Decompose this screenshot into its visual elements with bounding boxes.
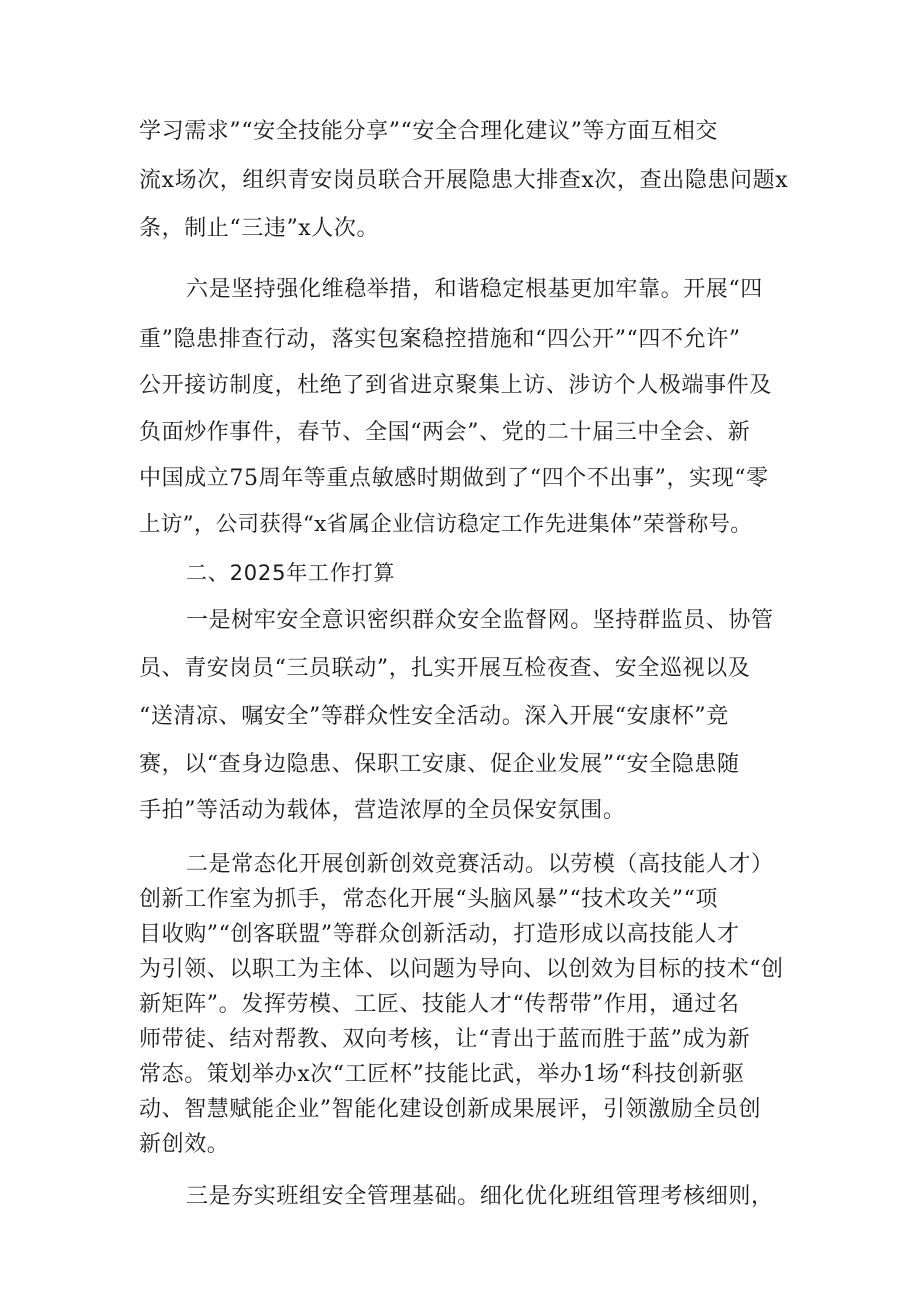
paragraph-line: 创新工作室为抓手，常态化开展“头脑风暴”“技术攻关”“项: [139, 887, 719, 912]
paragraph-line: 赛，以“查身边隐患、保职工安康、促企业发展”“安全隐患随: [139, 752, 740, 777]
paragraph-line: 重”隐患排查行动，落实包案稳控措施和“四公开”“四不允许”: [139, 327, 741, 352]
paragraph-line: 常态。策划举办x次“工匠杯”技能比武，举办1场“科技创新驱: [139, 1062, 745, 1087]
paragraph-line: 一是树牢安全意识密织群众安全监督网。坚持群监员、协管: [186, 608, 774, 633]
paragraph-line: 目收购”“创客联盟”等群众创新活动，打造形成以高技能人才: [139, 922, 740, 947]
paragraph-line: 条，制止“三违”x人次。: [139, 216, 380, 241]
paragraph-line: 三是夯实班组安全管理基础。细化优化班组管理考核细则，: [186, 1184, 774, 1209]
paragraph-line: 中国成立75周年等重点敏感时期做到了“四个不出事”，实现“零: [139, 466, 769, 491]
paragraph-line: 为引领、以职工为主体、以问题为导向、以创效为目标的技术“创: [139, 957, 784, 982]
paragraph-line: 流x场次，组织青安岗员联合开展隐患大排查x次，查出隐患问题x: [139, 168, 789, 193]
paragraph-line: 动、智慧赋能企业”智能化建设创新成果展评，引领激励全员创: [139, 1097, 762, 1122]
paragraph-line: 师带徒、结对帮教、双向考核，让“青出于蓝而胜于蓝”成为新: [139, 1027, 751, 1052]
paragraph-line: 手拍”等活动为载体，营造浓厚的全员保安氛围。: [139, 798, 626, 823]
paragraph-line: 新创效。: [139, 1132, 230, 1157]
paragraph-line: “送清凉、嘱安全”等群众性安全活动。深入开展“安康杯”竞: [139, 704, 729, 729]
paragraph-line: 二是常态化开展创新创效竞赛活动。以劳模（高技能人才）: [186, 852, 774, 877]
paragraph-line: 员、青安岗员“三员联动”，扎实开展互检夜查、安全巡视以及: [139, 656, 751, 681]
paragraph-line: 公开接访制度，杜绝了到省进京聚集上访、涉访个人极端事件及: [139, 373, 772, 398]
paragraph-line: 新矩阵”。发挥劳模、工匠、技能人才“传帮带”作用，通过名: [139, 992, 740, 1017]
paragraph-line: 六是坚持强化维稳举措，和谐稳定根基更加牢靠。开展“四: [186, 277, 763, 302]
paragraph-line: 负面炒作事件，春节、全国“两会”、党的二十届三中全会、新: [139, 420, 751, 445]
paragraph-line: 学习需求”“安全技能分享”“安全合理化建议”等方面互相交: [139, 119, 719, 144]
paragraph-line: 上访”，公司获得“x省属企业信访稳定工作先进集体”荣誉称号。: [139, 512, 753, 537]
section-heading: 二、2025年工作打算: [186, 561, 396, 585]
